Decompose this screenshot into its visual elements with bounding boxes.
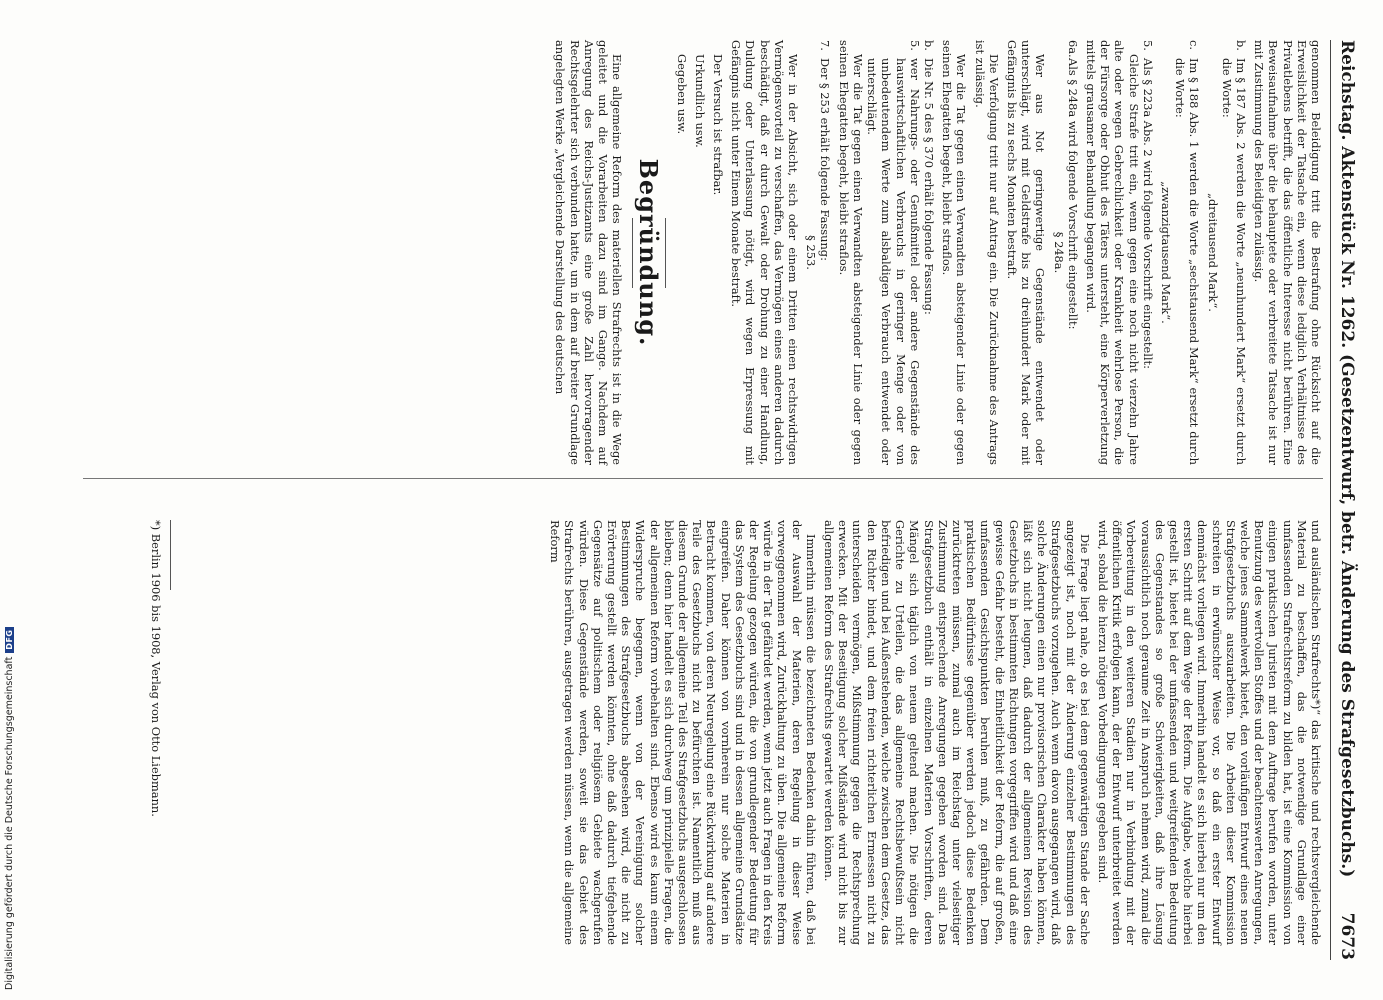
section-divider: [632, 218, 633, 288]
amendment-c: [1173, 40, 1201, 465]
amendment-text: wer Nahrungs- oder Genußmittel oder andere Gegenstände des hauswirtschaftlichen Verbrauchs in geringer Menge oder von unbedeutendem Werte zum alsbaldigen Verbrauch entwendet oder unterschlägt.: [865, 58, 922, 465]
provision-text: Wer die Tat gegen einen Verwandten absteigender Linie oder gegen seinen Ehegatten begeht, bleibt straflos.: [836, 40, 865, 465]
section-heading: Begründung.: [634, 158, 664, 347]
credit-text: Digitalisierung gefördert durch die Deutsche Forschungsgemeinschaft: [4, 656, 15, 990]
paragraph: Immerhin müssen die bezeichneten Bedenken dahin führen, daß bei der Auswahl der Materien, deren Regelung in dieser Weise vorweggenommen wird, Zurückhaltung zu üben. Die allgemeine Reform würde in der Tat gefährdet werden, wenn jetzt auch Fragen in den Kreis der Regelung gezogen würden, die von grundlegender Bedeutung für das System des Gesetzbuchs sind und in dessen allgemeine Grundsätze eingreifen. Daher können von vornherein nur solche Materien in Betracht kommen, von deren Neuregelung eine Rückwirkung auf andere Teile des Gesetzbuchs nicht zu befürchten ist. Namentlich muß aus diesem Grunde der allgemeine Teil des Strafgesetzbuchs ausgeschlossen bleiben; denn hier handelt es sich durchweg um prinzipielle Fragen, die der allgemeinen Reform vorbehalten sind. Ebenso wird es kaum einem Widerspruche begegnen, wenn von der Vereinigung solcher Bestimmungen des Strafgesetzbuchs abgesehen wird, die nicht zu Erörterung gestellt werden könnten, ohne daß dadurch tiefgehende Gegensätze auf politischem oder religiösem Gebiete wachgerufen würden. Diese Gegenstände werden, soweit sie das Gebiet des Strafrechts berühren, ausgetragen werden müssen, wenn die allgemeine Reform: [548, 520, 818, 945]
provision-text: Wer aus Not geringwertige Gegenstände entwendet oder unterschlägt, wird mit Geldstrafe bis zu dreihundert Mark oder mit Gefängnis bis zu sechs Monaten bestraft.: [1004, 40, 1048, 465]
amendment-b2: [922, 40, 936, 465]
amendment-text: Als § 223a Abs. 2 wird folgende Vorschrift eingestellt:: [1140, 58, 1155, 369]
paragraph: Die Frage liegt nahe, ob es bei dem gegenwärtigen Stande der Sache angezeigt ist, noch mit der Änderung einzelner Bestimmungen des Strafgesetzbuchs vorzugehen. Auch wenn davon ausgegangen wird, daß solche Änderungen einen nur provisorischen Charakter haben können, läßt sich nicht leugnen, daß dadurch der allgemeinen Revision des Gesetzbuchs in bestimmten Richtungen vorgegriffen wird und daß eine gewisse Gefahr besteht, die Einheitlichkeit der Reform, die auf großen, umfassenden Gesichtspunkten beruhen muß, zu gefährden. Dem praktischen Bedürfnisse gegenüber werden jedoch diese Bedenken zurücktreten müssen, zumal auch im Reichstag unter vielseitiger Zustimmung entsprechende Anregungen gegeben worden sind. Das Strafgesetzbuch enthält in einzelnen Materien Vorschriften, deren Mängel sich täglich von neuem geltend machen. Die nötigen die Gerichte zu Urteilen, die das allgemeine Rechtsbewußtsein nicht befriedigen und bei Außenstehenden, welche zwischen dem Gesetze, das den Richter bindet, und dem freien richterlichen Ermessen nicht zu unterscheiden vermögen, Mißstimmung gegen die Rechtsprechung erwecken. Mit der Beseitigung solcher Mißstände wird nicht bis zur allgemeinen Reform des Strafrechts gewartet werden können.: [822, 520, 1092, 945]
amendment-7: [818, 40, 832, 465]
footnote-divider: [170, 520, 171, 590]
running-title: Reichstag. Aktenstück Nr. 1262. (Gesetzentwurf, betr. Änderung des Strafgesetzbuchs.): [1337, 40, 1357, 878]
amendment-label: 6a.: [1065, 40, 1080, 58]
amendment-b: [1220, 40, 1248, 465]
paragraph: Eine allgemeine Reform des materiellen Strafrechts ist in die Wege geleitet und die Vorarbeiten dazu sind im Gange. Nachdem auf Anregung des Reichs-Justizamts eine große Zahl hervorragender Rechtsgelehrter sich verbunden hatte, um in dem auf breiter Grundlage angelegten Werke „Vergleichende Darstellung des deutschen: [553, 40, 625, 465]
provision-text: Wer in der Absicht, sich oder einem Dritten einen rechtswidrigen Vermögensvorteil zu verschaffen, das Vermögen eines anderen dadurch beschädigt, daß er durch Gewalt oder Drohung zu einer Handlung, Duldung oder Unterlassung nötigt, wird wegen Erpressung mit Gefängnis nicht unter Einem Monate bestraft.: [729, 40, 801, 465]
quoted-replacement: „dreitausend Mark“.: [1205, 193, 1220, 312]
amendment-text: Der § 253 erhält folgende Fassung:: [818, 58, 833, 261]
amendment-5: [1141, 40, 1155, 465]
provision-text: Die Verfolgung tritt nur auf Antrag ein. Die Zurücknahme des Antrags ist zulässig.: [972, 40, 1001, 465]
provision-text: Wer die Tat gegen einen Verwandten absteigender Linie oder gegen seinen Ehegatten begeht, bleibt straflos.: [940, 40, 969, 465]
provision-text: Gleiche Strafe tritt ein, wenn gegen eine noch nicht vierzehn Jahre alte oder wegen Gebrechlichkeit oder Krankheit wehrlose Person, die der Fürsorge oder Obhut des Täters untersteht, eine Körperverletzung mittels grausamer Behandlung begangen wird.: [1083, 40, 1141, 465]
page-header: [1330, 40, 1359, 960]
amendment-text: Im § 187 Abs. 2 werden die Worte „neunhundert Mark“ ersetzt durch die Worte:: [1219, 58, 1248, 465]
amendment-text: Die Nr. 5 des § 370 erhält folgende Fassung:: [921, 58, 936, 315]
paragraph: und ausländischen Strafrechts*)“ das kritische und rechtsvergleichende Material zu beschaffen, das die notwendige Grundlage einer umfassenden Strafrechtsreform zu bilden hat, ist eine Kommission von einigen praktischen Juristen mit dem Auftrage berufen worden, unter Benutzung des wertvollen Stoffes und der beachtenswerten Anregungen, welche jenes Sammelwerk bietet, den vorläufigen Entwurf eines neuen Strafgesetzbuchs auszuarbeiten. Die Arbeiten dieser Kommission schreiten in erwünschter Weise vor, so daß ein erster Entwurf demnächst vorliegen wird. Immerhin handelt es sich hierbei nur um den ersten Schritt auf dem Wege der Reform. Die Aufgabe, welche hierbei gestellt ist, bietet bei der umfassenden und weitgreifenden Bedeutung des Gegenstandes so große Schwierigkeiten, daß ihre Lösung voraussichtlich noch geraume Zeit in Anspruch nehmen wird, zumal die Vorbereitung in den weiteren Stadien nur in Verbindung mit der öffentlichen Kritik erfolgen kann, der der Entwurf unterbreitet werden wird, sobald die hierzu nötigen Vorbedingungen gegeben sind.: [1095, 520, 1323, 945]
amendment-label: b.: [921, 40, 936, 51]
amendment-label: 5.: [1140, 40, 1155, 51]
paragraph: genommen Beleidigung tritt die Bestrafung ohne Rücksicht auf die Erweislichkeit der Tatsache ein, wenn diese lediglich Verhältnisse des Privatlebens betrifft, die das öffentliche Interesse nicht berühren. Eine Beweisaufnahme über die behauptete oder verbreitete Tatsache ist nur mit Zustimmung des Beleidigten zulässig.: [1252, 40, 1323, 465]
amendment-label: 7.: [818, 40, 833, 51]
column-divider: [83, 478, 1323, 479]
provision-text: Der Versuch ist strafbar.: [711, 54, 726, 196]
amendment-text: Als § 248a wird folgende Vorschrift eingestellt:: [1065, 58, 1080, 330]
page-number: 7673: [1337, 912, 1357, 960]
section-title: § 248a.: [1051, 231, 1066, 274]
dfg-logo-icon: DFG: [5, 627, 14, 653]
amendment-text: Im § 188 Abs. 1 werden die Worte „sechstausend Mark“ ersetzt durch die Worte:: [1173, 58, 1202, 465]
closing-formula: Gegeben usw.: [674, 54, 689, 135]
quoted-replacement: „zwanzigtausend Mark“.: [1158, 181, 1173, 324]
footnote: *) Berlin 1906 bis 1908, Verlag von Otto Liebmann.: [149, 520, 163, 817]
closing-formula: Urkundlich usw.: [692, 54, 707, 148]
section-title: § 253.: [804, 235, 819, 270]
amendment-label: b.: [1233, 40, 1248, 51]
left-column: [549, 40, 1323, 465]
digitization-credit: [0, 0, 30, 1000]
credit-text-wrapper: [4, 627, 15, 990]
amendment-label: c.: [1187, 40, 1202, 51]
amendment-label: 5.: [907, 40, 922, 51]
amendment-n5: [865, 40, 922, 465]
amendment-6a: [1066, 40, 1080, 465]
section-divider: [665, 218, 666, 288]
right-column: [544, 520, 1323, 945]
